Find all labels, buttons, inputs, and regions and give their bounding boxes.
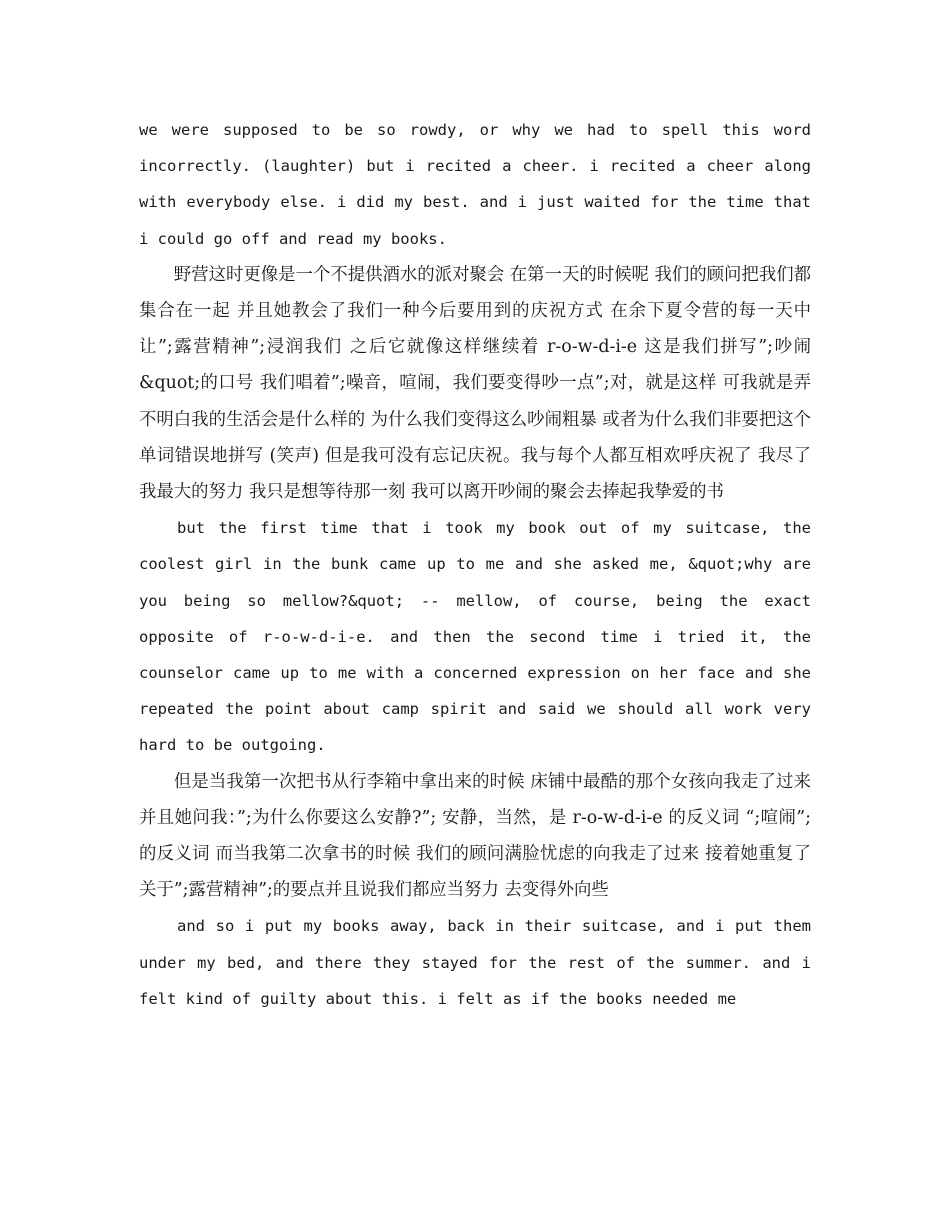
- paragraph-chinese-1: 野营这时更像是一个不提供酒水的派对聚会 在第一天的时候呢 我们的顾问把我们都集合在一起 并且她教会了我们一种今后要用到的庆祝方式 在余下夏令营的每一天中 让”;露营精神”;浸润我们 之后它就像这样继续着 r-o-w-d-i-e 这是我们拼写”;吵闹&quot;的口号 我们唱着”;噪音，喧闹，我们要变得吵一点”;对，就是这样 可我就是弄不明白我的生活会是什么样的 为什么我们变得这么吵闹粗暴 或者为什么我们非要把这个单词错误地拼写 (笑声) 但是我可没有忘记庆祝。我与每个人都互相欢呼庆祝了 我尽了我最大的努力 我只是想等待那一刻 我可以离开吵闹的聚会去捧起我挚爱的书: [139, 264, 811, 503]
- paragraph-english-1: we were supposed to be so rowdy, or why we had to spell this word incorrectly. (laughter) but i recited a cheer. i recited a cheer along with everybody else. i did my best. and i just waited for the time that i could go off and read my books.: [139, 121, 811, 248]
- paragraph-english-2: but the first time that i took my book out of my suitcase, the coolest girl in the bunk came up to me and she asked me, &quot;why are you being so mellow?&quot; -- mellow, of course, being the exact opposite of r-o-w-d-i-e. and then the second time i tried it, the counselor came up to me with a concerned expression on her face and she repeated the point about camp spirit and said we should all work very hard to be outgoing.: [139, 519, 811, 755]
- document-page: [139, 112, 811, 1017]
- paragraph-english-3: and so i put my books away, back in their suitcase, and i put them under my bed, and there they stayed for the rest of the summer. and i felt kind of guilty about this. i felt as if the books needed me: [139, 917, 811, 1008]
- paragraph-chinese-2: 但是当我第一次把书从行李箱中拿出来的时候 床铺中最酷的那个女孩向我走了过来 并且她问我：”;为什么你要这么安静?”; 安静，当然，是 r-o-w-d-i-e 的反义词 “;喧闹”;的反义词 而当我第二次拿书的时候 我们的顾问满脸忧虑的向我走了过来 接着她重复了关于”;露营精神”;的要点并且说我们都应当努力 去变得外向些: [139, 771, 811, 901]
